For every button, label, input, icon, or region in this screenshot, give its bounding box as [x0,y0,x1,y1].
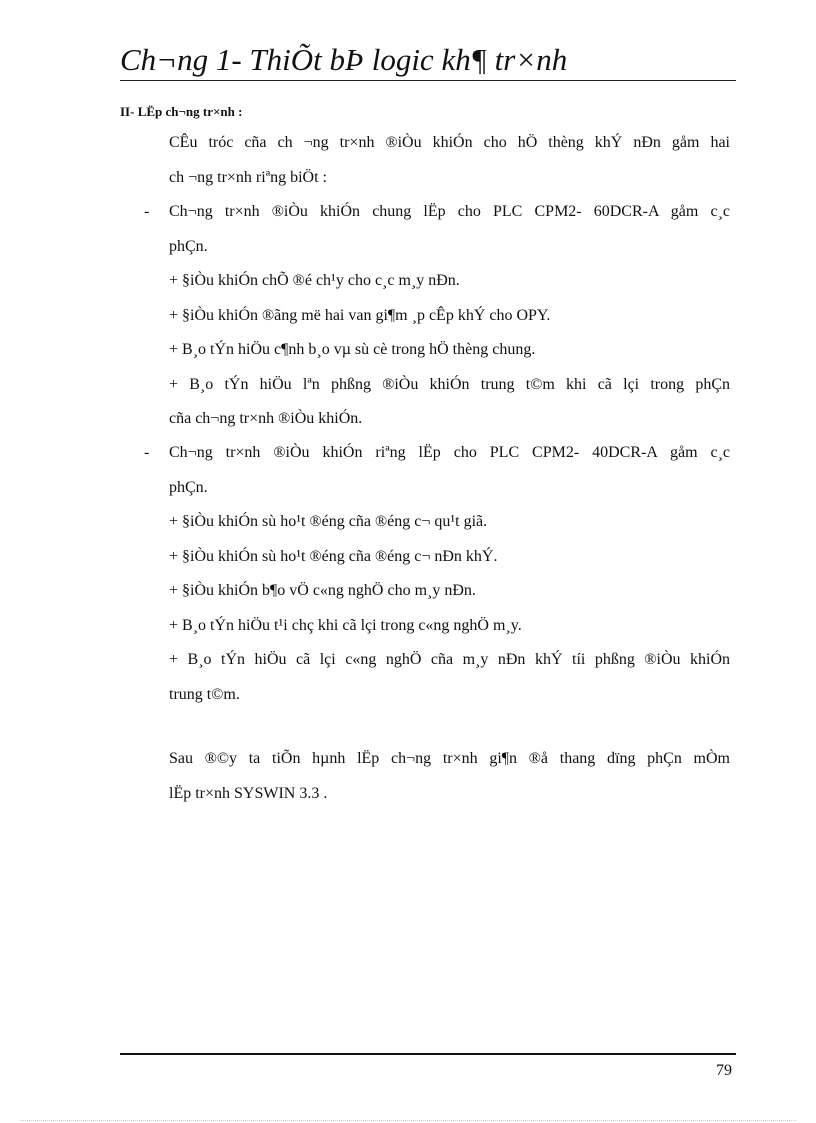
program2-item: + §iÒu khiÓn b¶o vÖ c«ng nghÖ cho m¸y nÐn. [169,582,476,599]
page-number: 79 [716,1062,732,1079]
chapter-title: Ch¬ng 1- ThiÕt bÞ logic kh¶ tr×nh [120,42,568,77]
intro-paragraph [169,126,730,195]
conclusion-line-2: lËp tr×nh SYSWIN 3.3 . [169,784,328,802]
intro-line-1: CÊu tróc cña ch ¬ng tr×nh ®iÒu khiÓn cho hÖ thèng khÝ nÐn gåm hai [169,134,730,151]
program2-item: + §iÒu khiÓn sù ho¹t ®éng cña ®éng c¬ nÐn khÝ. [169,547,498,565]
program1-line-2: phÇn. [169,237,208,255]
footer-divider [120,1053,736,1055]
program1-line-1: Ch¬ng tr×nh ®iÒu khiÓn chung lËp cho PLC CPM2- 60DCR-A gåm c¸c [169,203,730,220]
program1-item: + §iÒu khiÓn chÕ ®é ch¹y cho c¸c m¸y nÐn. [169,272,460,289]
program1-item: + §iÒu khiÓn ®ãng më hai van gi¶m ¸p cÊp khÝ cho OPY. [169,306,551,324]
program1-bullet: - [144,203,150,220]
header-divider [120,80,736,81]
page-edge-divider [20,1120,796,1121]
program2-item-last-line-1: + B¸o tÝn hiÖu cã lçi c«ng nghÖ cña m¸y nÐn khÝ tíi phßng ®iÒu khiÓn [169,651,730,668]
conclusion-line-1: Sau ®©y ta tiÕn hµnh lËp ch¬ng tr×nh gi¶n ®å thang dïng phÇn mÒm [169,750,730,767]
program2-item: + §iÒu khiÓn sù ho¹t ®éng cña ®éng c¬ qu¹t giã. [169,513,488,530]
program2-line-2: phÇn. [169,478,208,496]
program2-block [169,436,730,712]
program1-item-last-line-2: cña ch¬ng tr×nh ®iÒu khiÓn. [169,410,363,427]
program2-item: + B¸o tÝn hiÖu t¹i chç khi cã lçi trong c«ng nghÖ m¸y. [169,616,522,634]
program2-item-last-line-2: trung t©m. [169,685,240,703]
program2-bullet: - [144,444,150,461]
conclusion-paragraph [169,742,730,811]
section-heading: II- LËp ch¬ng tr×nh : [120,104,243,119]
program1-item: + B¸o tÝn hiÖu c¶nh b¸o vµ sù cè trong hÖ thèng chung. [169,341,536,358]
intro-line-2: ch ¬ng tr×nh riªng biÖt : [169,168,327,186]
program1-block [169,195,730,437]
program2-line-1: Ch¬ng tr×nh ®iÒu khiÓn riªng lËp cho PLC CPM2- 40DCR-A gåm c¸c [169,444,730,461]
program1-item-last-line-1: + B¸o tÝn hiÖu lªn phßng ®iÒu khiÓn trung t©m khi cã lçi trong phÇn [169,375,730,393]
